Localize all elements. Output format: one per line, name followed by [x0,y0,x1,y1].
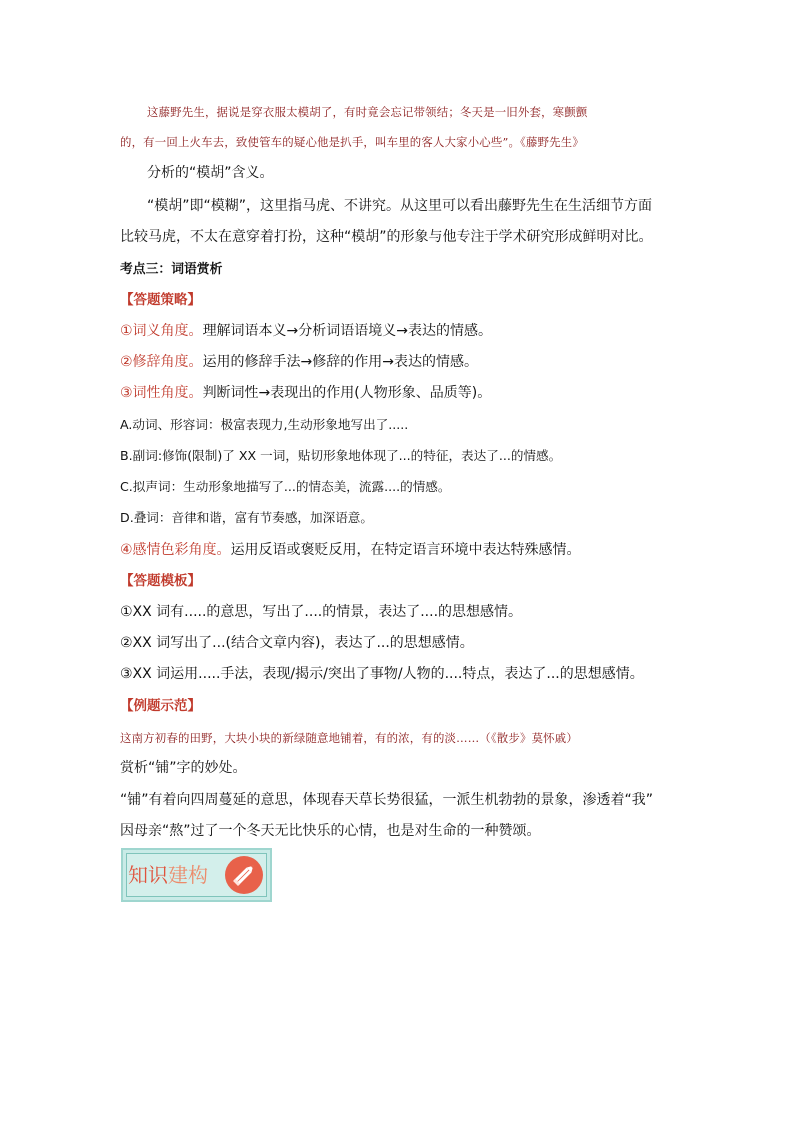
answer-line-2: 比较马虎，不太在意穿着打扮，这种“模胡”的形象与他专注于学术研究形成鲜明对比。 [120,229,653,245]
template-item-2: ②XX 词写出了...(结合文章内容)，表达了...的思想感情。 [120,635,474,651]
template-item-1: ①XX 词有.....的意思，写出了....的情景，表达了....的思想感情。 [120,604,523,620]
template-item-3: ③XX 词运用.....手法，表现/揭示/突出了事物/人物的....特点，表达了...的思想感情。 [120,666,644,682]
strategy-item-text: 理解词语本义→分析词语语境义→表达的情感。 [202,323,493,339]
example-answer-line-2: 因母亲“熬”过了一个冬天无比快乐的心情，也是对生命的一种赞颂。 [120,823,541,839]
strategy-item-label: ①词义角度。 [120,323,203,339]
example-answer-line-1: “铺”有着向四周蔓延的意思，体现春天草长势很猛，一派生机勃勃的景象，渗透着“我” [120,792,654,808]
badge-title-part-2: 建构 [168,863,208,887]
strategy-sub-item-d: D.叠词：音律和谐，富有节奏感，加深语意。 [120,510,373,525]
strategy-item-2 [120,352,478,372]
strategy-item-text: 运用反语或褒贬反用，在特定语言环境中表达特殊感情。 [230,542,581,558]
strategy-item-label: ③词性角度。 [120,385,203,401]
badge-title-part-1: 知识 [128,863,168,887]
quote-line-2: 的，有一回上火车去，致使管车的疑心他是扒手，叫车里的客人大家小心些”。《藤野先生》 [120,135,584,149]
example-question: 赏析“铺”字的妙处。 [120,760,247,776]
strategy-item-label: ④感情色彩角度。 [120,542,231,558]
question-text: 分析的“模胡”含义。 [147,165,274,181]
knowledge-construction-badge [121,848,272,902]
strategy-sub-item-c: C.拟声词：生动形象地描写了...的情态美，流露....的情感。 [120,479,451,494]
strategy-heading: 【答题策略】 [120,292,201,308]
example-quote: 这南方初春的田野，大块小块的新绿随意地铺着，有的浓，有的淡……（《散步》莫怀戚） [120,731,578,745]
template-heading: 【答题模板】 [120,573,201,589]
strategy-item-text: 判断词性→表现出的作用(人物形象、品质等)。 [202,385,492,401]
badge-title [128,863,208,887]
answer-line-1: “模胡”即“模糊”，这里指马虎、不讲究。从这里可以看出藤野先生在生活细节方面 [147,198,653,214]
example-heading: 【例题示范】 [120,698,201,714]
strategy-item-text: 运用的修辞手法→修辞的作用→表达的情感。 [202,354,479,370]
strategy-sub-item-a: A.动词、形容词：极富表现力,生动形象地写出了..... [120,417,409,432]
strategy-item-label: ②修辞角度。 [120,354,203,370]
pencil-icon [224,855,264,895]
strategy-item-3 [120,383,491,403]
quote-line-1: 这藤野先生，据说是穿衣服太模胡了，有时竟会忘记带领结；冬天是一旧外套，寒颤颤 [147,105,588,119]
strategy-item-1 [120,321,492,341]
section-title: 考点三：词语赏析 [120,262,223,277]
strategy-sub-item-b: B.副词:修饰(限制)了 XX 一词，贴切形象地体现了...的特征，表达了...的情感。 [120,448,562,463]
strategy-item-4 [120,540,581,560]
